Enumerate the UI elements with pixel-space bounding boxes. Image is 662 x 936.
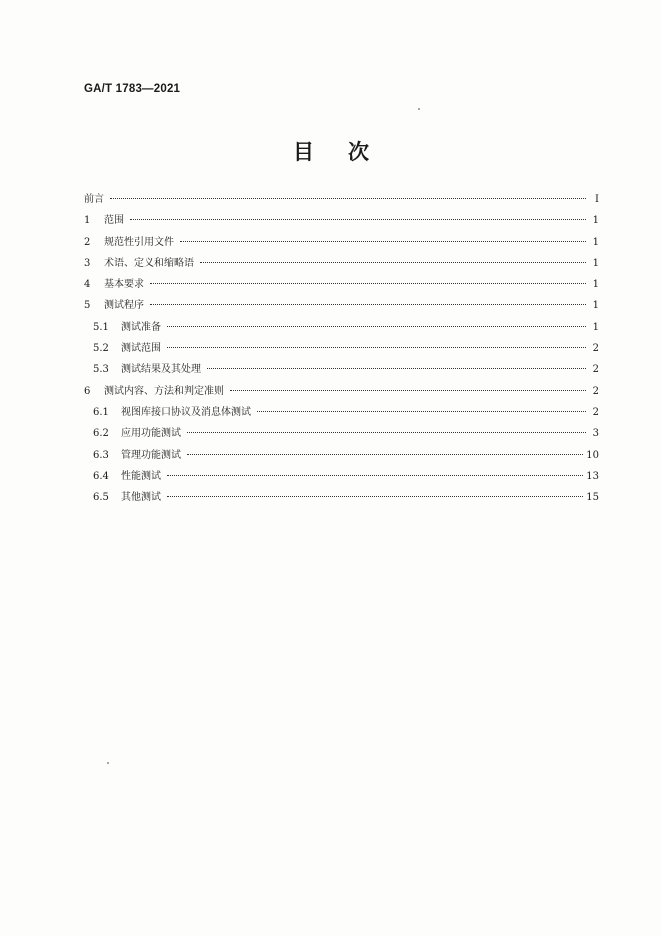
toc-entry[interactable] — [84, 467, 599, 488]
document-code: GA/T 1783—2021 — [84, 83, 181, 95]
toc-entry-page: 3 — [592, 428, 599, 440]
toc-entry-number: 6.3 — [93, 449, 109, 461]
toc-entry-number: 6.5 — [93, 492, 109, 504]
toc-entry[interactable] — [84, 360, 599, 381]
dot-leader — [167, 326, 586, 327]
toc-entry[interactable] — [84, 403, 599, 424]
toc-entry-number: 4 — [84, 279, 91, 291]
toc-entry-number: 6.4 — [93, 470, 109, 482]
toc-entry-page: 1 — [592, 279, 599, 291]
toc-entry[interactable] — [84, 488, 599, 509]
toc-entry[interactable] — [84, 211, 599, 232]
dot-leader — [187, 454, 583, 455]
page-title: 目次 — [293, 140, 403, 164]
toc-entry[interactable] — [84, 254, 599, 275]
toc-entry[interactable] — [84, 233, 599, 254]
toc-entry-label: 规范性引用文件 — [104, 236, 174, 248]
toc-entry-number: 6.1 — [93, 406, 109, 418]
scan-speck — [107, 762, 109, 764]
toc-entry-label: 测试内容、方法和判定准则 — [104, 385, 224, 397]
toc-entry-page: 1 — [592, 300, 599, 312]
toc-entry-number: 2 — [84, 236, 91, 248]
toc-entry-page: 10 — [586, 449, 599, 461]
toc-entry-label: 基本要求 — [104, 279, 144, 291]
toc-entry[interactable] — [84, 190, 599, 211]
toc-entry-page: 2 — [592, 343, 599, 355]
dot-leader — [180, 241, 586, 242]
dot-leader — [150, 283, 586, 284]
dot-leader — [130, 219, 586, 220]
toc-entry-label: 测试范围 — [121, 343, 161, 355]
dot-leader — [167, 347, 586, 348]
toc-entry-page: 1 — [592, 321, 599, 333]
toc-entry-label: 管理功能测试 — [121, 449, 181, 461]
toc-entry[interactable] — [84, 446, 599, 467]
scan-speck — [418, 108, 420, 110]
toc-entry-label: 性能测试 — [121, 470, 161, 482]
dot-leader — [207, 368, 586, 369]
toc-entry-label: 视图库接口协议及消息体测试 — [121, 406, 251, 418]
toc-entry-number: 5.2 — [93, 343, 109, 355]
toc-entry-label: 前言 — [84, 194, 104, 205]
toc-entry-number: 5 — [84, 300, 91, 312]
toc-entry-label: 测试准备 — [121, 321, 161, 333]
toc-entry[interactable] — [84, 339, 599, 360]
toc-entry[interactable] — [84, 424, 599, 445]
dot-leader — [200, 262, 586, 263]
dot-leader — [230, 390, 586, 391]
toc-entry-number: 6.2 — [93, 428, 109, 440]
toc-entry-page: 1 — [592, 257, 599, 269]
toc-entry-number: 3 — [84, 257, 91, 269]
toc-entry-page: Ⅰ — [595, 194, 599, 205]
toc-entry-number: 5.3 — [93, 364, 109, 376]
toc-entry-page: 1 — [592, 236, 599, 248]
toc-entry-page: 2 — [592, 364, 599, 376]
dot-leader — [257, 411, 586, 412]
toc-entry-number: 6 — [84, 385, 91, 397]
toc-entry-page: 1 — [592, 215, 599, 227]
toc-entry-number: 5.1 — [93, 321, 109, 333]
dot-leader — [167, 475, 583, 476]
toc-entry-label: 测试程序 — [104, 300, 144, 312]
toc-entry[interactable] — [84, 318, 599, 339]
toc-entry-page: 13 — [586, 470, 599, 482]
table-of-contents — [84, 190, 599, 509]
toc-entry[interactable] — [84, 382, 599, 403]
toc-entry-label: 术语、定义和缩略语 — [104, 257, 194, 269]
toc-entry-page: 15 — [586, 492, 599, 504]
toc-entry-label: 测试结果及其处理 — [121, 364, 201, 376]
toc-entry[interactable] — [84, 275, 599, 296]
toc-entry-page: 2 — [592, 406, 599, 418]
toc-entry[interactable] — [84, 296, 599, 317]
dot-leader — [110, 198, 586, 199]
dot-leader — [150, 304, 586, 305]
toc-entry-label: 其他测试 — [121, 492, 161, 504]
toc-entry-number: 1 — [84, 215, 91, 227]
toc-entry-label: 应用功能测试 — [121, 428, 181, 440]
dot-leader — [167, 496, 583, 497]
dot-leader — [187, 432, 586, 433]
toc-entry-page: 2 — [592, 385, 599, 397]
toc-entry-label: 范围 — [104, 215, 124, 227]
